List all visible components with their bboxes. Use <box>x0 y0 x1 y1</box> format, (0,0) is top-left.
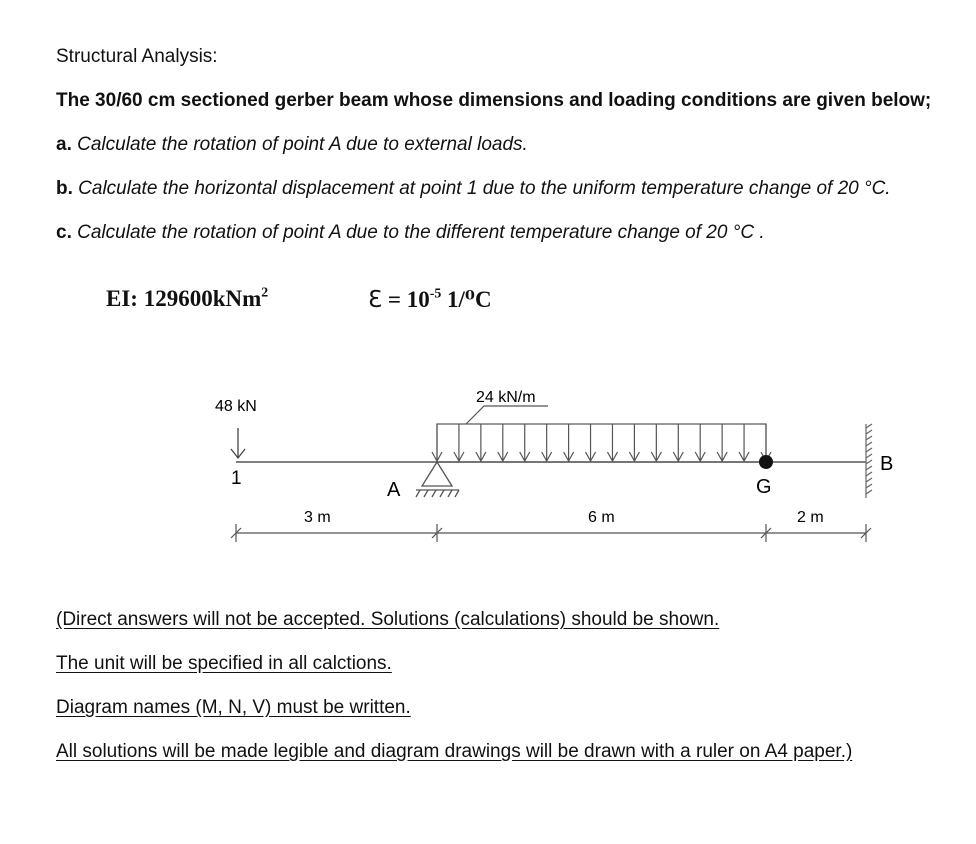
epsilon-exponent: -5 <box>429 285 442 301</box>
udl-arrow <box>498 424 508 461</box>
point-load-arrow <box>231 428 245 458</box>
udl-arrow <box>695 424 705 461</box>
udl-arrow <box>607 424 617 461</box>
span-3-label: 2 m <box>797 509 824 526</box>
note-1: (Direct answers will not be accepted. Solutions (calculations) should be shown. <box>56 609 720 630</box>
udl-arrow <box>432 424 442 461</box>
epsilon-unit: 1/⁰C <box>441 287 492 312</box>
point-1-label: 1 <box>231 468 242 489</box>
question-b-text: Calculate the horizontal displacement at point 1 due to the uniform temperature change of 20 °C. <box>78 178 891 199</box>
question-b-label: b. <box>56 178 73 199</box>
udl-arrow <box>739 424 749 461</box>
point-B-label: B <box>880 453 894 475</box>
udl-arrow <box>476 424 486 461</box>
distributed-load <box>432 424 771 462</box>
span-2-label: 6 m <box>588 509 615 526</box>
question-a-text: Calculate the rotation of point A due to external loads. <box>77 134 528 155</box>
udl-arrow <box>586 424 596 461</box>
dimension-line <box>231 524 871 542</box>
udl-arrow <box>520 424 530 461</box>
point-load-label: 48 kN <box>215 398 257 415</box>
point-G-label: G <box>756 476 772 498</box>
epsilon-symbol: Ɛ <box>368 287 383 313</box>
question-c-text: Calculate the rotation of point A due to the different temperature change of 20 °C . <box>77 222 765 243</box>
point-A-label: A <box>387 479 401 501</box>
note-2: The unit will be specified in all calctions. <box>56 653 392 674</box>
ei-exponent: 2 <box>261 284 269 300</box>
udl-arrow <box>454 424 464 461</box>
udl-arrow <box>673 424 683 461</box>
udl-arrow <box>564 424 574 461</box>
question-c-label: c. <box>56 222 72 243</box>
epsilon-eq: = 10 <box>382 287 430 312</box>
question-a-label: a. <box>56 134 72 155</box>
fixed-support-B <box>866 424 872 498</box>
note-4: All solutions will be made legible and diagram drawings will be drawn with a ruler on A4 paper.) <box>56 741 853 762</box>
distributed-load-label: 24 kN/m <box>476 389 536 406</box>
heading: Structural Analysis: <box>56 46 218 67</box>
hinge-G <box>759 455 773 469</box>
udl-arrow <box>717 424 727 461</box>
ei-text: EI: 129600kNm <box>106 286 262 311</box>
pin-support-A <box>416 462 459 497</box>
note-3: Diagram names (M, N, V) must be written. <box>56 697 411 718</box>
udl-arrow <box>651 424 661 461</box>
udl-arrow <box>629 424 639 461</box>
load-label-leader <box>466 406 548 424</box>
udl-arrow <box>542 424 552 461</box>
problem-intro: The 30/60 cm sectioned gerber beam whose dimensions and loading conditions are given below; <box>56 90 932 111</box>
span-1-label: 3 m <box>304 509 331 526</box>
